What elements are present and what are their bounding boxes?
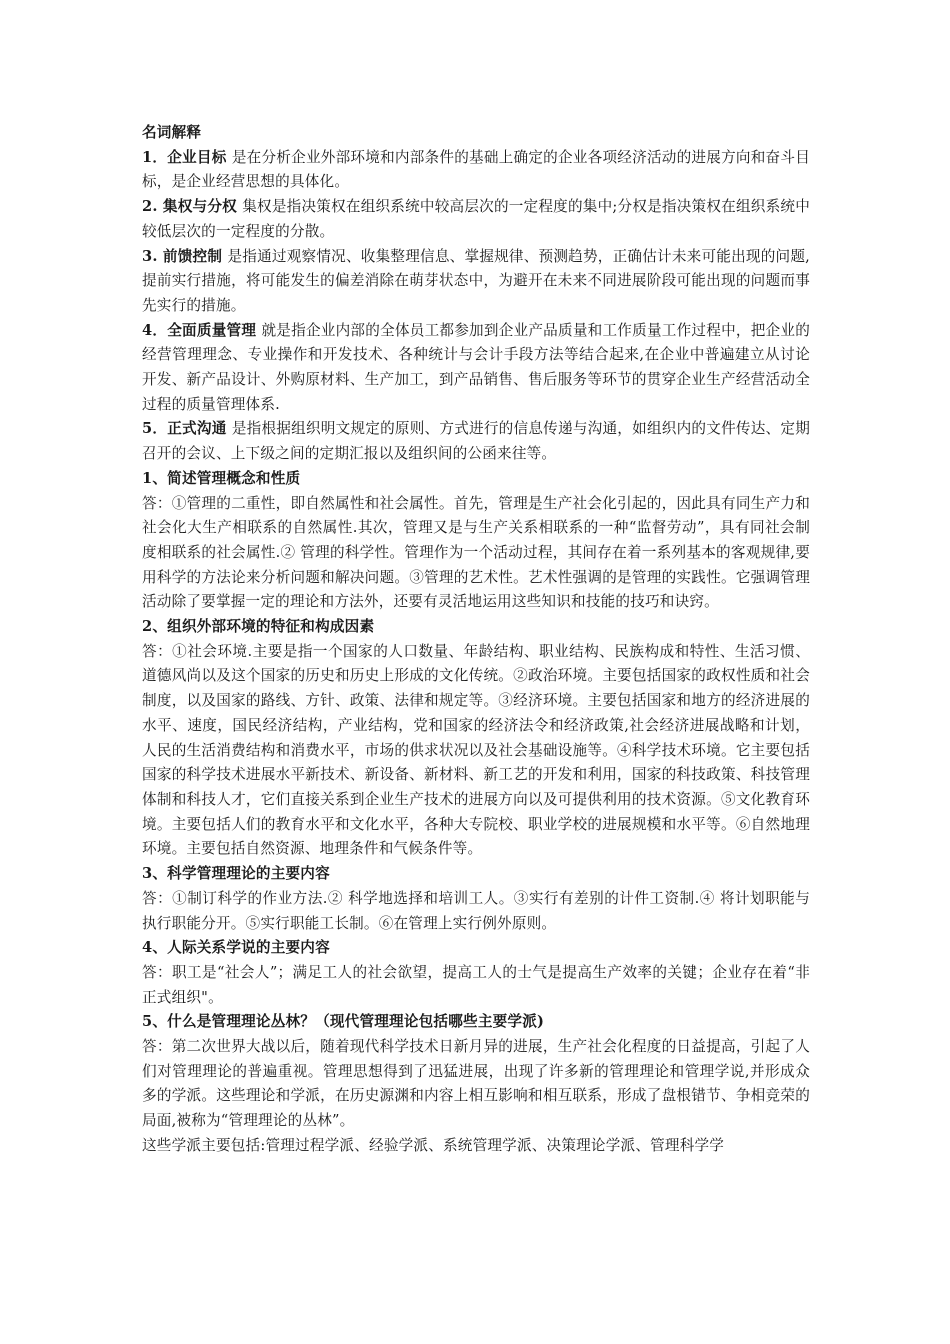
term-3-text: 是指通过观察情况、收集整理信息、掌握规律、预测趋势，正确估计未来可能出现的问题,提前实行措施，将可能发生的偏差消除在萌芽状态中，为避开在未来不同进展阶段可能出现的问题而事先实行的措施。 bbox=[142, 247, 810, 314]
question-4-heading: 4、人际关系学说的主要内容 bbox=[142, 939, 330, 957]
question-3-answer: 答：①制订科学的作业方法.② 科学地选择和培训工人。③实行有差别的计件工资制.④ 将计划职能与执行职能分开。⑤实行职能工长制。⑥在管理上实行例外原则。 bbox=[142, 889, 810, 932]
question-2-answer: 答：①社会环境.主要是指一个国家的人口数量、年龄结构、职业结构、民族构成和特性、生活习惯、道德风尚以及这个国家的历史和历史上形成的文化传统。②政治环境。主要包括国家的政权性质和社会制度，以及国家的路线、方针、政策、法律和规定等。③经济环境。主要包括国家和地方的经济进展的水平、速度，国民经济结构，产业结构，党和国家的经济法令和经济政策,社会经济进展战略和计划，人民的生活消费结构和消费水平，市场的供求状况以及社会基础设施等。④科学技术环境。它主要包括国家的科学技术进展水平新技术、新设备、新材料、新工艺的开发和利用，国家的科技政策、科技管理体制和科技人才，它们直接关系到企业生产技术的进展方向以及可提供利用的技术资源。⑤文化教育环境。主要包括人们的教育水平和文化水平，各种大专院校、职业学校的进展规模和水平等。⑥自然地理环境。主要包括自然资源、地理条件和气候条件等。 bbox=[142, 642, 810, 858]
question-3-heading: 3、科学管理理论的主要内容 bbox=[142, 865, 330, 883]
term-5-label: 5．正式沟通 bbox=[142, 420, 232, 438]
question-1-heading: 1、简述管理概念和性质 bbox=[142, 469, 301, 487]
term-4-label: 4．全面质量管理 bbox=[142, 321, 262, 339]
question-4-answer: 答：职工是“社会人”；满足工人的社会欲望，提高工人的士气是提高生产效率的关键；企业存在着“非正式组织"。 bbox=[142, 963, 810, 1006]
section-title: 名词解释 bbox=[142, 124, 202, 141]
question-1-answer: 答：①管理的二重性，即自然属性和社会属性。首先，管理是生产社会化引起的，因此具有同生产力和社会化大生产相联系的自然属性.其次，管理又是与生产关系相联系的一种“监督劳动”，具有同社会制度相联系的社会属性.② 管理的科学性。管理作为一个活动过程，其间存在着一系列基本的客观规律,要用科学的方法论来分析问题和解决问题。③管理的艺术性。艺术性强调的是管理的实践性。它强调管理活动除了要掌握一定的理论和方法外，还要有灵活地运用这些知识和技能的技巧和诀窍。 bbox=[142, 494, 810, 611]
term-5 bbox=[142, 417, 810, 466]
term-3 bbox=[142, 245, 810, 319]
term-2-text: 集权是指决策权在组织系统中较高层次的一定程度的集中;分权是指决策权在组织系统中较低层次的一定程度的分散。 bbox=[142, 198, 810, 240]
term-5-text: 是指根据组织明文规定的原则、方式进行的信息传递与沟通，如组织内的文件传达、定期召开的会议、上下级之间的定期汇报以及组织间的公函来往等。 bbox=[142, 420, 810, 463]
document-body bbox=[142, 121, 810, 1159]
term-3-label: 3. 前馈控制 bbox=[142, 247, 228, 265]
term-4 bbox=[142, 319, 810, 418]
term-4-text: 就是指企业内部的全体员工都参加到企业产品质量和工作质量工作过程中，把企业的经营管理理念、专业操作和开发技术、各种统计与会计手段方法等结合起来,在企业中普遍建立从讨论开发、新产品设计、外购原材料、生产加工，到产品销售、售后服务等环节的贯穿企业生产经营活动全过程的质量管理体系. bbox=[142, 321, 810, 413]
term-2 bbox=[142, 195, 810, 244]
term-2-label: 2. 集权与分权 bbox=[142, 198, 243, 216]
term-1-text: 是在分析企业外部环境和内部条件的基础上确定的企业各项经济活动的进展方向和奋斗目标，是企业经营思想的具体化。 bbox=[142, 148, 810, 191]
question-5-answer-continued: 这些学派主要包括:管理过程学派、经验学派、系统管理学派、决策理论学派、管理科学学 bbox=[142, 1136, 725, 1154]
term-1 bbox=[142, 146, 810, 195]
question-2-heading: 2、组织外部环境的特征和构成因素 bbox=[142, 618, 375, 636]
term-1-label: 1．企业目标 bbox=[142, 148, 232, 166]
question-5-heading: 5、什么是管理理论丛林？（现代管理理论包括哪些主要学派) bbox=[142, 1013, 545, 1031]
question-5-answer: 答：第二次世界大战以后，随着现代科学技术日新月异的进展，生产社会化程度的日益提高，引起了人们对管理理论的普遍重视。管理思想得到了迅猛进展，出现了许多新的管理理论和管理学说,并形成众多的学派。这些理论和学派，在历史源渊和内容上相互影响和相互联系，形成了盘根错节、争相竞荣的局面,被称为“管理理论的丛林”。 bbox=[142, 1038, 810, 1130]
